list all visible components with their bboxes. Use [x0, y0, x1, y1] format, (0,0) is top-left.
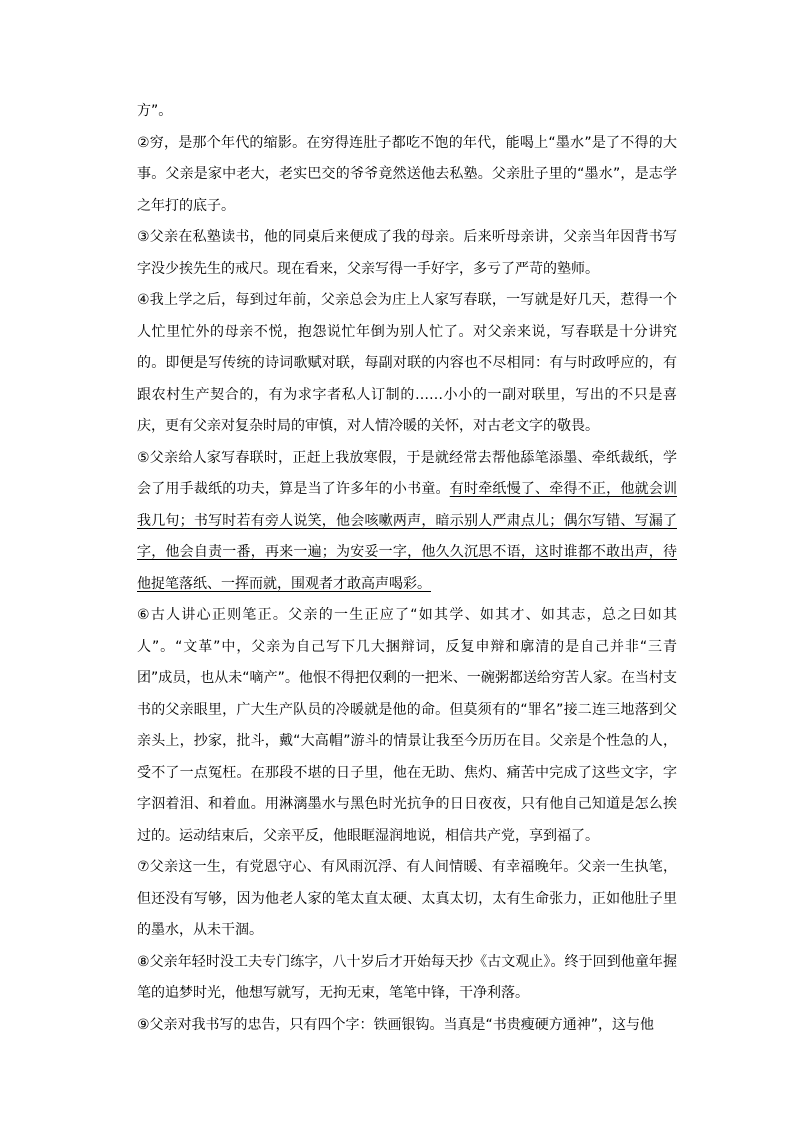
paragraph-p0 [137, 96, 677, 128]
underlined-text: 有时牵纸慢了、牵得不正，他就会训我几句；书写时若有旁人说笑，他会咳嗽两声，暗示别人严肃点儿；偶尔写错、写漏了字，他会自责一番，再来一遍；为安妥一字，他久久沉思不语，这时谁都不敢出声，待他捉笔落纸、一挥而就，围观者才敢高声喝彩。 [137, 481, 678, 592]
paragraph-text: ④我上学之后，每到过年前，父亲总会为庄上人家写春联，一写就是好几天，惹得一个人忙里忙外的母亲不悦，抱怨说忙年倒为别人忙了。对父亲来说，写春联是十分讲究的。即便是写传统的诗词歌赋对联，每副对联的内容也不尽相同：有与时政呼应的，有跟农村生产契合的，有为求字者私人订制的……小小的一副对联里，写出的不只是喜庆，更有父亲对复杂时局的审慎，对人情冷暖的关怀，对古老文字的敬畏。 [137, 292, 677, 434]
paragraph-text: ②穷，是那个年代的缩影。在穷得连肚子都吃不饱的年代，能喝上“墨水”是了不得的大事。父亲是家中老大，老实巴交的爷爷竟然送他去私塾。父亲肚子里的“墨水”，是志学之年打的底子。 [137, 134, 677, 214]
paragraph-text: ⑨父亲对我书写的忠告，只有四个字：铁画银钩。当真是“书贵瘦硬方通神”，这与他 [137, 1016, 655, 1033]
paragraph-p6 [137, 600, 677, 852]
paragraph-text: 方”。 [137, 103, 173, 119]
paragraph-text: ⑦父亲这一生，有党恩守心、有风雨沉浮、有人间情暖、有幸福晚年。父亲一生执笔，但还没有写够，因为他老人家的笔太直太硬、太真太切，太有生命张力，正如他肚子里的墨水，从未干涸。 [137, 859, 677, 938]
paragraph-text: ③父亲在私塾读书，他的同桌后来便成了我的母亲。后来听母亲讲，父亲当年因背书写字没少挨先生的戒尺。现在看来，父亲写得一手好字，多亏了严苛的塾师。 [137, 229, 677, 277]
paragraph-p4 [137, 285, 677, 443]
paragraph-p7 [137, 852, 677, 947]
paragraph-p8 [137, 947, 677, 1010]
paragraph-text: ⑧父亲年轻时没工夫专门练字，八十岁后才开始每天抄《古文观止》。终于回到他童年握笔的追梦时光，他想写就写，无拘无束，笔笔中锋，干净利落。 [137, 953, 677, 1001]
paragraph-text: ⑤父亲给人家写春联时，正赶上我放寒假，于是就经常去帮他舔笔添墨、牵纸裁纸，学会了用手裁纸的功夫，算是当了许多年的小书童。 [137, 449, 677, 497]
paragraph-p9 [137, 1010, 677, 1042]
paragraph-p3 [137, 222, 677, 285]
document-page [137, 96, 677, 1041]
paragraph-p2 [137, 128, 677, 223]
paragraph-p5 [137, 443, 677, 601]
paragraph-text: ⑥古人讲心正则笔正。父亲的一生正应了“如其学、如其才、如其志，总之曰如其人”。“文革”中，父亲为自己写下几大捆辩词，反复申辩和廓清的是自己并非“三青团”成员，也从未“嘀产”。他恨不得把仅剩的一把米、一碗粥都送给穷苦人家。在当村支书的父亲眼里，广大生产队员的冷暖就是他的命。但莫须有的“罪名”接二连三地落到父亲头上，抄家，批斗，戴“大高帽”游斗的情景让我至今历历在目。父亲是个性急的人，受不了一点冤枉。在那段不堪的日子里，他在无助、焦灼、痛苦中完成了这些文字，字字泅着泪、和着血。用淋漓墨水与黑色时光抗争的日日夜夜，只有他自己知道是怎么挨过的。运动结束后，父亲平反，他眼眶湿润地说，相信共产党，享到福了。 [137, 607, 677, 844]
